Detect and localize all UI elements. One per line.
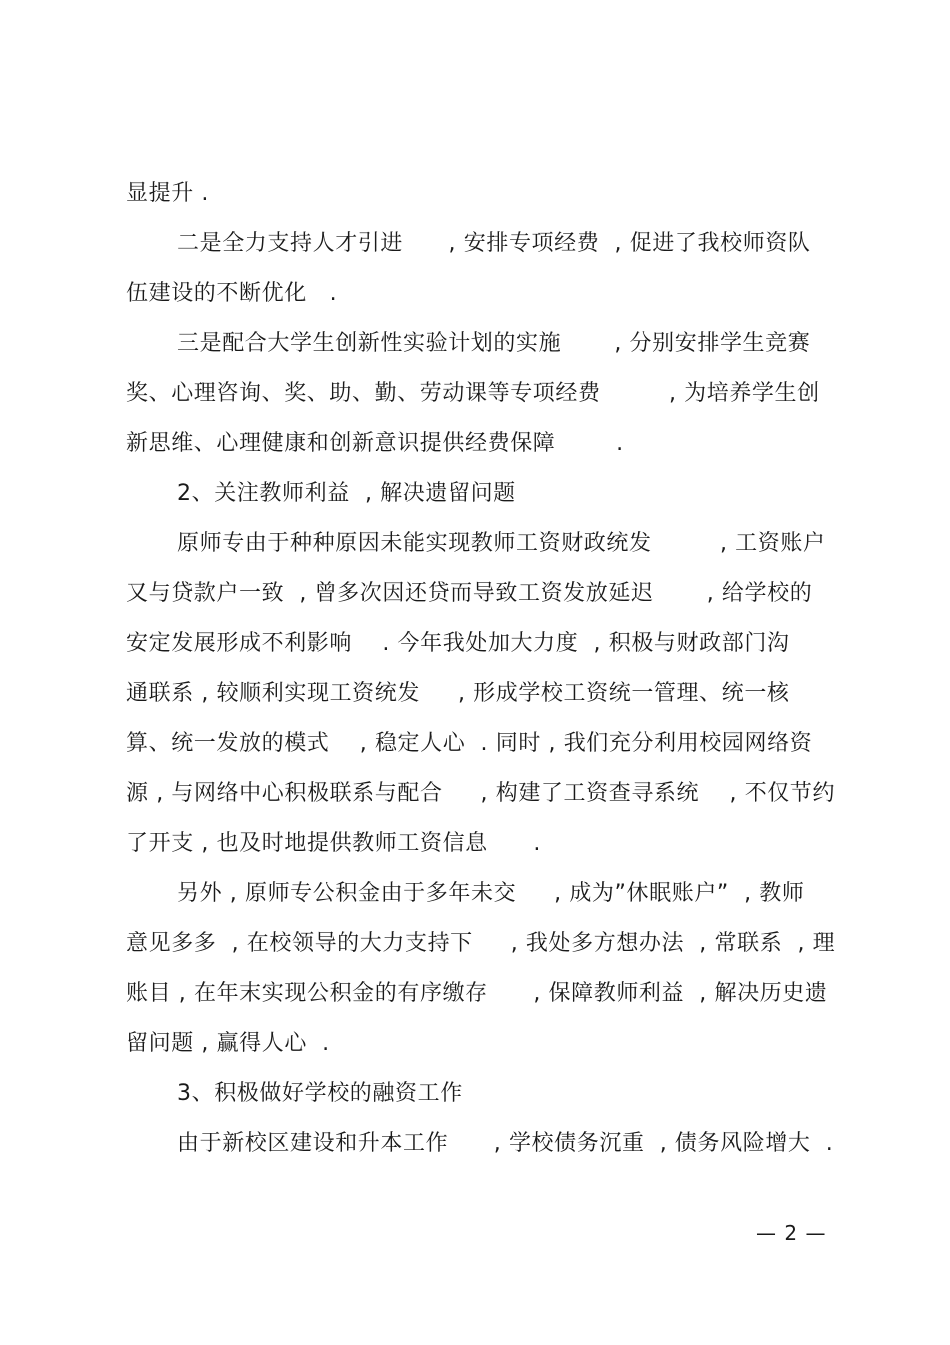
text-line-5: 奖、心理咨询、奖、助、勤、劳动课等专项经费 , 为培养学生创 <box>126 381 820 406</box>
text-line-11: 通联系 , 较顺利实现工资统发 , 形成学校工资统一管理、统一核 <box>126 681 790 706</box>
text-line-4: 三是配合大学生创新性实验计划的实施 , 分别安排学生竞赛 <box>177 331 811 356</box>
text-line-9: 又与贷款户一致 , 曾多次因还贷而导致工资发放延迟 , 给学校的 <box>126 581 813 606</box>
text-line-6: 新思维、心理健康和创新意识提供经费保障 . <box>126 431 624 456</box>
section-heading-2: 2、关注教师利益 , 解决遗留问题 <box>177 481 516 506</box>
text-line-3: 伍建设的不断优化 . <box>126 281 338 306</box>
text-line-17: 账目 , 在年末实现公积金的有序缴存 , 保障教师利益 , 解决历史遗 <box>126 981 828 1006</box>
text-line-12: 算、统一发放的模式 , 稳定人心 . 同时 , 我们充分利用校园网络资 <box>126 731 813 756</box>
page-number: — 2 — <box>756 1221 827 1245</box>
text-line-2: 二是全力支持人才引进 , 安排专项经费 , 促进了我校师资队 <box>177 231 811 256</box>
text-line-14: 了开支 , 也及时地提供教师工资信息 . <box>126 831 541 856</box>
text-line-8: 原师专由于种种原因未能实现教师工资财政统发 , 工资账户 <box>177 531 826 556</box>
text-line-13: 源 , 与网络中心积极联系与配合 , 构建了工资查寻系统 , 不仅节约 <box>126 781 836 806</box>
text-line-20: 由于新校区建设和升本工作 , 学校债务沉重 , 债务风险增大 . <box>177 1131 834 1156</box>
text-line-15: 另外 , 原师专公积金由于多年未交 , 成为”休眠账户” , 教师 <box>177 881 805 906</box>
text-line-10: 安定发展形成不利影响 . 今年我处加大力度 , 积极与财政部门沟 <box>126 631 790 656</box>
text-line-1: 显提升 . <box>126 181 209 206</box>
text-line-16: 意见多多 , 在校领导的大力支持下 , 我处多方想办法 , 常联系 , 理 <box>126 931 836 956</box>
section-heading-3: 3、积极做好学校的融资工作 <box>177 1081 463 1106</box>
text-line-18: 留问题 , 赢得人心 . <box>126 1031 330 1056</box>
